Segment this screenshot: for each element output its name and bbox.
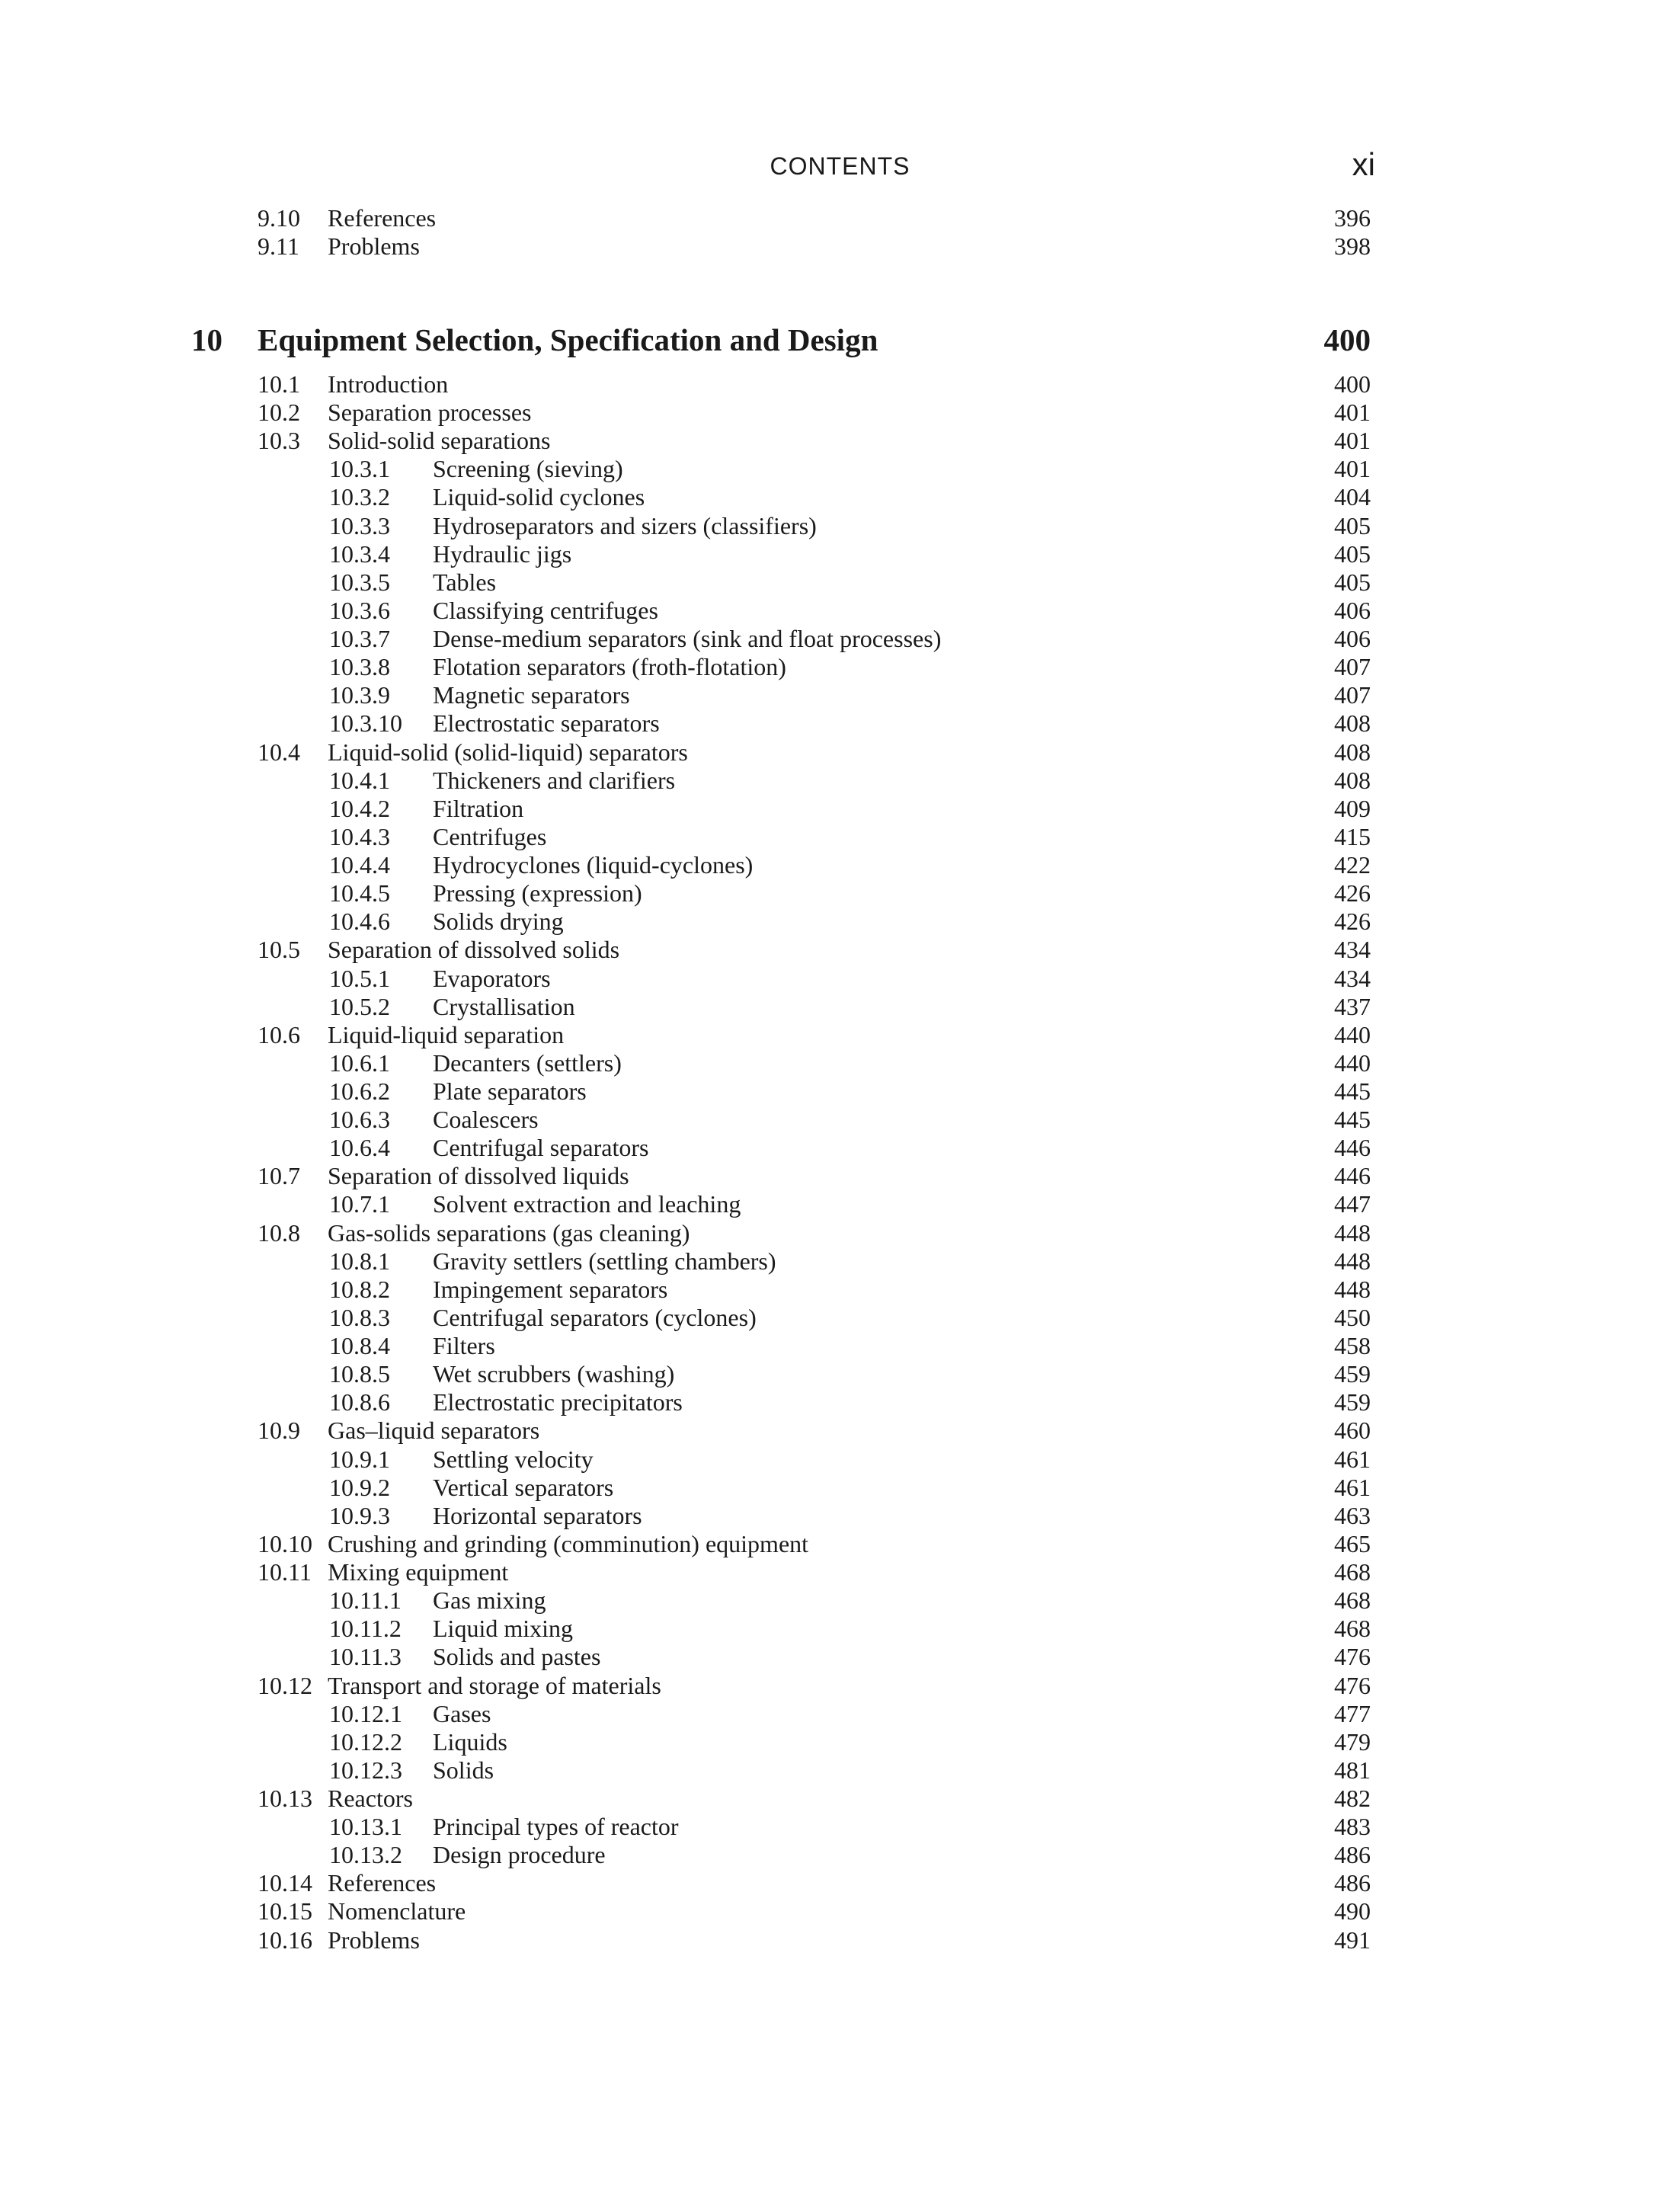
page-number: 409 (1334, 794, 1371, 822)
page-number: 401 (1334, 455, 1371, 483)
toc-subsection-entry (0, 653, 1680, 681)
section-title: Filters (433, 1332, 495, 1360)
page-number: 426 (1334, 908, 1371, 936)
toc-subsection-entry (0, 767, 1680, 795)
section-number: 10.11 (258, 1558, 312, 1586)
section-title: Gas–liquid separators (328, 1417, 540, 1445)
section-number: 10.13.2 (329, 1841, 402, 1869)
section-title: Centrifugal separators (433, 1134, 649, 1162)
page-number: 398 (1334, 232, 1371, 260)
page-number: 401 (1334, 399, 1371, 427)
page-number: 408 (1334, 709, 1371, 738)
section-title: Vertical separators (433, 1473, 614, 1501)
toc-subsection-entry (0, 597, 1680, 625)
header-title: CONTENTS (770, 152, 910, 180)
toc-subsection-entry (0, 568, 1680, 597)
toc-subsection-entry (0, 1190, 1680, 1218)
page-number: 458 (1334, 1332, 1371, 1360)
page-number: 407 (1334, 653, 1371, 681)
page-number: 468 (1334, 1615, 1371, 1643)
toc-section-entry (0, 1897, 1680, 1926)
section-title: Dense-medium separators (sink and float processes) (433, 625, 942, 653)
page-number: 477 (1334, 1699, 1371, 1727)
section-title: Screening (sieving) (433, 455, 623, 483)
toc-subsection-entry (0, 965, 1680, 993)
section-title: Introduction (328, 370, 449, 398)
section-number: 10.3.8 (329, 653, 390, 681)
toc-subsection-entry (0, 993, 1680, 1021)
page-number: 490 (1334, 1897, 1371, 1926)
section-number: 10.9.1 (329, 1445, 390, 1473)
toc-section-entry (0, 1021, 1680, 1049)
toc-section-entry (0, 1417, 1680, 1445)
section-number: 10.4.3 (329, 822, 390, 850)
toc-subsection-entry (0, 1615, 1680, 1643)
section-title: Liquid mixing (433, 1615, 573, 1643)
section-number: 10.8 (258, 1218, 300, 1247)
section-number: 10.6 (258, 1020, 300, 1048)
section-title: Separation processes (328, 399, 532, 427)
section-number: 10.6.3 (329, 1106, 390, 1134)
section-title: References (328, 204, 437, 232)
page-number: 448 (1334, 1247, 1371, 1275)
toc-subsection-entry (0, 795, 1680, 823)
section-number: 10.3.5 (329, 568, 390, 596)
section-title: Crushing and grinding (comminution) equipment (328, 1529, 809, 1557)
section-number: 10.12 (258, 1671, 312, 1699)
toc-section-entry (0, 1558, 1680, 1586)
toc-section-entry (0, 370, 1680, 399)
section-title: Electrostatic separators (433, 709, 660, 738)
section-title: Transport and storage of materials (328, 1671, 661, 1699)
section-title: Solids and pastes (433, 1643, 601, 1671)
section-title: Horizontal separators (433, 1501, 642, 1529)
page-number: 401 (1334, 427, 1371, 455)
section-number: 10.1 (258, 370, 300, 398)
section-number: 10.7.1 (329, 1190, 390, 1218)
page-number: 407 (1334, 681, 1371, 709)
section-title: References (328, 1869, 437, 1897)
toc-subsection-entry (0, 1700, 1680, 1728)
page-number: 479 (1334, 1727, 1371, 1756)
toc-section-entry (0, 1926, 1680, 1954)
section-number: 10.8.3 (329, 1303, 390, 1331)
section-number: 10.9.2 (329, 1473, 390, 1501)
section-title: Problems (328, 232, 420, 260)
section-number: 10.15 (258, 1897, 312, 1926)
section-title: Tables (433, 568, 497, 596)
section-number: 10.3.3 (329, 511, 390, 539)
page-number: 445 (1334, 1077, 1371, 1105)
toc-subsection-entry (0, 1643, 1680, 1671)
section-title: Hydroseparators and sizers (classifiers) (433, 511, 817, 539)
section-title: Settling velocity (433, 1445, 594, 1473)
toc-section-entry (0, 427, 1680, 455)
page-number: 446 (1334, 1162, 1371, 1190)
section-number: 10.3.7 (329, 625, 390, 653)
section-title: Gases (433, 1699, 491, 1727)
page-number: 447 (1334, 1190, 1371, 1218)
section-title: Solids (433, 1756, 494, 1784)
section-title: Centrifuges (433, 822, 547, 850)
toc-subsection-entry (0, 908, 1680, 936)
chapter-heading (0, 320, 1680, 360)
toc-subsection-entry (0, 1077, 1680, 1106)
toc-subsection-entry (0, 709, 1680, 738)
page-number: 440 (1334, 1020, 1371, 1048)
section-number: 10.11.1 (329, 1586, 402, 1615)
section-number: 10.11.3 (329, 1643, 402, 1671)
section-title: Plate separators (433, 1077, 587, 1105)
page-number: 448 (1334, 1218, 1371, 1247)
toc-subsection-entry (0, 625, 1680, 653)
page-number: 476 (1334, 1671, 1371, 1699)
section-title: Thickeners and clarifiers (433, 766, 676, 794)
section-title: Mixing equipment (328, 1558, 509, 1586)
toc-section-entry (0, 399, 1680, 427)
section-title: Design procedure (433, 1841, 606, 1869)
page-number: 408 (1334, 738, 1371, 766)
page-number: 483 (1334, 1813, 1371, 1841)
toc-subsection-entry (0, 823, 1680, 851)
section-number: 10.3.4 (329, 539, 390, 568)
toc-subsection-entry (0, 1388, 1680, 1417)
page-number: 404 (1334, 483, 1371, 511)
page-number: 408 (1334, 766, 1371, 794)
page-number: 406 (1334, 596, 1371, 624)
section-title: Nomenclature (328, 1897, 466, 1926)
section-title: Liquid-solid cyclones (433, 483, 645, 511)
toc-subsection-entry (0, 1276, 1680, 1304)
toc-section-entry (0, 1869, 1680, 1897)
section-number: 10.12.3 (329, 1756, 402, 1784)
section-number: 10.3 (258, 427, 300, 455)
toc-section-entry (0, 936, 1680, 964)
toc-section-entry (0, 1785, 1680, 1813)
section-title: Wet scrubbers (washing) (433, 1360, 675, 1388)
section-title: Problems (328, 1926, 420, 1954)
page-number: 486 (1334, 1869, 1371, 1897)
section-number: 10.8.2 (329, 1275, 390, 1303)
toc-subsection-entry (0, 1134, 1680, 1162)
page-number: 459 (1334, 1388, 1371, 1417)
toc-subsection-entry (0, 1728, 1680, 1756)
page-number: 396 (1334, 204, 1371, 232)
section-number: 10.14 (258, 1869, 312, 1897)
toc-section-entry (0, 1530, 1680, 1558)
toc-subsection-entry (0, 1502, 1680, 1530)
section-title: Evaporators (433, 964, 551, 992)
page-number: 491 (1334, 1926, 1371, 1954)
page-number: 446 (1334, 1134, 1371, 1162)
section-title: Pressing (expression) (433, 879, 642, 908)
chapter-title: Equipment Selection, Specification and Design (258, 322, 878, 357)
section-number: 10.8.6 (329, 1388, 390, 1417)
page-number: 400 (1334, 370, 1371, 398)
section-number: 10.4.6 (329, 908, 390, 936)
page-number: 461 (1334, 1445, 1371, 1473)
page-number: 437 (1334, 992, 1371, 1020)
section-title: Hydraulic jigs (433, 539, 572, 568)
toc-section-entry (0, 1162, 1680, 1190)
toc-section-entry (0, 204, 1680, 232)
page-number: 468 (1334, 1586, 1371, 1615)
toc-subsection-entry (0, 851, 1680, 879)
section-title: Hydrocyclones (liquid-cyclones) (433, 851, 754, 879)
section-number: 10.3.9 (329, 681, 390, 709)
section-title: Liquid-liquid separation (328, 1020, 565, 1048)
section-title: Coalescers (433, 1106, 539, 1134)
page-number: 468 (1334, 1558, 1371, 1586)
page-number: 465 (1334, 1529, 1371, 1557)
section-title: Separation of dissolved liquids (328, 1162, 629, 1190)
page-number: 422 (1334, 851, 1371, 879)
page-number: 461 (1334, 1473, 1371, 1501)
toc-subsection-entry (0, 483, 1680, 511)
toc-subsection-entry (0, 1445, 1680, 1474)
toc-subsection-entry (0, 1474, 1680, 1502)
section-number: 10.13 (258, 1785, 312, 1812)
page-number: 486 (1334, 1841, 1371, 1869)
section-number: 10.3.6 (329, 596, 390, 624)
chapter-number: 10 (191, 322, 222, 357)
section-number: 10.3.1 (329, 455, 390, 483)
section-number: 10.4.4 (329, 851, 390, 879)
section-title: Reactors (328, 1785, 413, 1812)
section-number: 10.8.5 (329, 1360, 390, 1388)
section-number: 10.4.2 (329, 794, 390, 822)
page-number: 481 (1334, 1756, 1371, 1784)
toc-subsection-entry (0, 1841, 1680, 1869)
page-number: 440 (1334, 1048, 1371, 1077)
toc-subsection-entry (0, 1332, 1680, 1360)
section-title: Solid-solid separations (328, 427, 551, 455)
section-title: Gas mixing (433, 1586, 546, 1615)
section-number: 10.13.1 (329, 1813, 402, 1841)
toc-section-entry (0, 232, 1680, 261)
section-title: Decanters (settlers) (433, 1048, 622, 1077)
page-number: 445 (1334, 1106, 1371, 1134)
section-number: 10.12.2 (329, 1727, 402, 1756)
section-title: Electrostatic precipitators (433, 1388, 683, 1417)
page-number: 434 (1334, 936, 1371, 964)
section-number: 10.8.1 (329, 1247, 390, 1275)
section-number: 10.4.1 (329, 766, 390, 794)
toc-subsection-entry (0, 1756, 1680, 1785)
section-number: 10.10 (258, 1529, 312, 1557)
page-number: 459 (1334, 1360, 1371, 1388)
chapter-page: 400 (1323, 322, 1371, 357)
header-page-numeral: xi (1352, 146, 1375, 182)
section-number: 9.10 (258, 204, 300, 232)
page-number: 448 (1334, 1275, 1371, 1303)
toc-subsection-entry (0, 512, 1680, 540)
page-number: 405 (1334, 511, 1371, 539)
section-title: Gravity settlers (settling chambers) (433, 1247, 776, 1275)
toc-section-entry (0, 1672, 1680, 1700)
section-number: 10.5.2 (329, 992, 390, 1020)
section-number: 10.6.4 (329, 1134, 390, 1162)
page-number: 463 (1334, 1501, 1371, 1529)
section-number: 10.9.3 (329, 1501, 390, 1529)
section-number: 10.12.1 (329, 1699, 402, 1727)
section-title: Separation of dissolved solids (328, 936, 620, 964)
page-number: 434 (1334, 964, 1371, 992)
section-title: Principal types of reactor (433, 1813, 679, 1841)
toc-subsection-entry (0, 455, 1680, 483)
section-number: 10.7 (258, 1162, 300, 1190)
section-number: 10.2 (258, 399, 300, 427)
toc-subsection-entry (0, 1360, 1680, 1388)
section-number: 10.4.5 (329, 879, 390, 908)
section-title: Impingement separators (433, 1275, 668, 1303)
toc-subsection-entry (0, 681, 1680, 709)
section-title: Magnetic separators (433, 681, 630, 709)
page-number: 450 (1334, 1303, 1371, 1331)
page-number: 406 (1334, 625, 1371, 653)
section-title: Crystallisation (433, 992, 575, 1020)
page-number: 476 (1334, 1643, 1371, 1671)
toc-subsection-entry (0, 1247, 1680, 1276)
section-number: 10.3.2 (329, 483, 390, 511)
toc-subsection-entry (0, 1049, 1680, 1077)
section-title: Liquids (433, 1727, 507, 1756)
page-number: 460 (1334, 1417, 1371, 1445)
toc-subsection-entry (0, 1106, 1680, 1134)
section-number: 10.9 (258, 1417, 300, 1445)
section-title: Solids drying (433, 908, 564, 936)
section-number: 10.4 (258, 738, 300, 766)
toc-subsection-entry (0, 1586, 1680, 1615)
page-number: 426 (1334, 879, 1371, 908)
page-number: 405 (1334, 568, 1371, 596)
section-number: 10.16 (258, 1926, 312, 1954)
section-number: 10.6.2 (329, 1077, 390, 1105)
section-title: Classifying centrifuges (433, 596, 658, 624)
page-number: 482 (1334, 1785, 1371, 1812)
section-title: Liquid-solid (solid-liquid) separators (328, 738, 688, 766)
page-number: 415 (1334, 822, 1371, 850)
section-number: 9.11 (258, 232, 299, 260)
section-number: 10.3.10 (329, 709, 402, 738)
toc-subsection-entry (0, 540, 1680, 568)
toc-subsection-entry (0, 879, 1680, 908)
section-title: Solvent extraction and leaching (433, 1190, 741, 1218)
section-number: 10.11.2 (329, 1615, 402, 1643)
section-title: Filtration (433, 794, 524, 822)
toc-section-entry (0, 738, 1680, 767)
section-title: Flotation separators (froth-flotation) (433, 653, 786, 681)
section-title: Centrifugal separators (cyclones) (433, 1303, 757, 1331)
section-title: Gas-solids separations (gas cleaning) (328, 1218, 690, 1247)
toc-subsection-entry (0, 1304, 1680, 1332)
page-number: 405 (1334, 539, 1371, 568)
section-number: 10.5 (258, 936, 300, 964)
toc-section-entry (0, 1219, 1680, 1247)
section-number: 10.8.4 (329, 1332, 390, 1360)
section-number: 10.5.1 (329, 964, 390, 992)
section-number: 10.6.1 (329, 1048, 390, 1077)
toc-subsection-entry (0, 1813, 1680, 1841)
